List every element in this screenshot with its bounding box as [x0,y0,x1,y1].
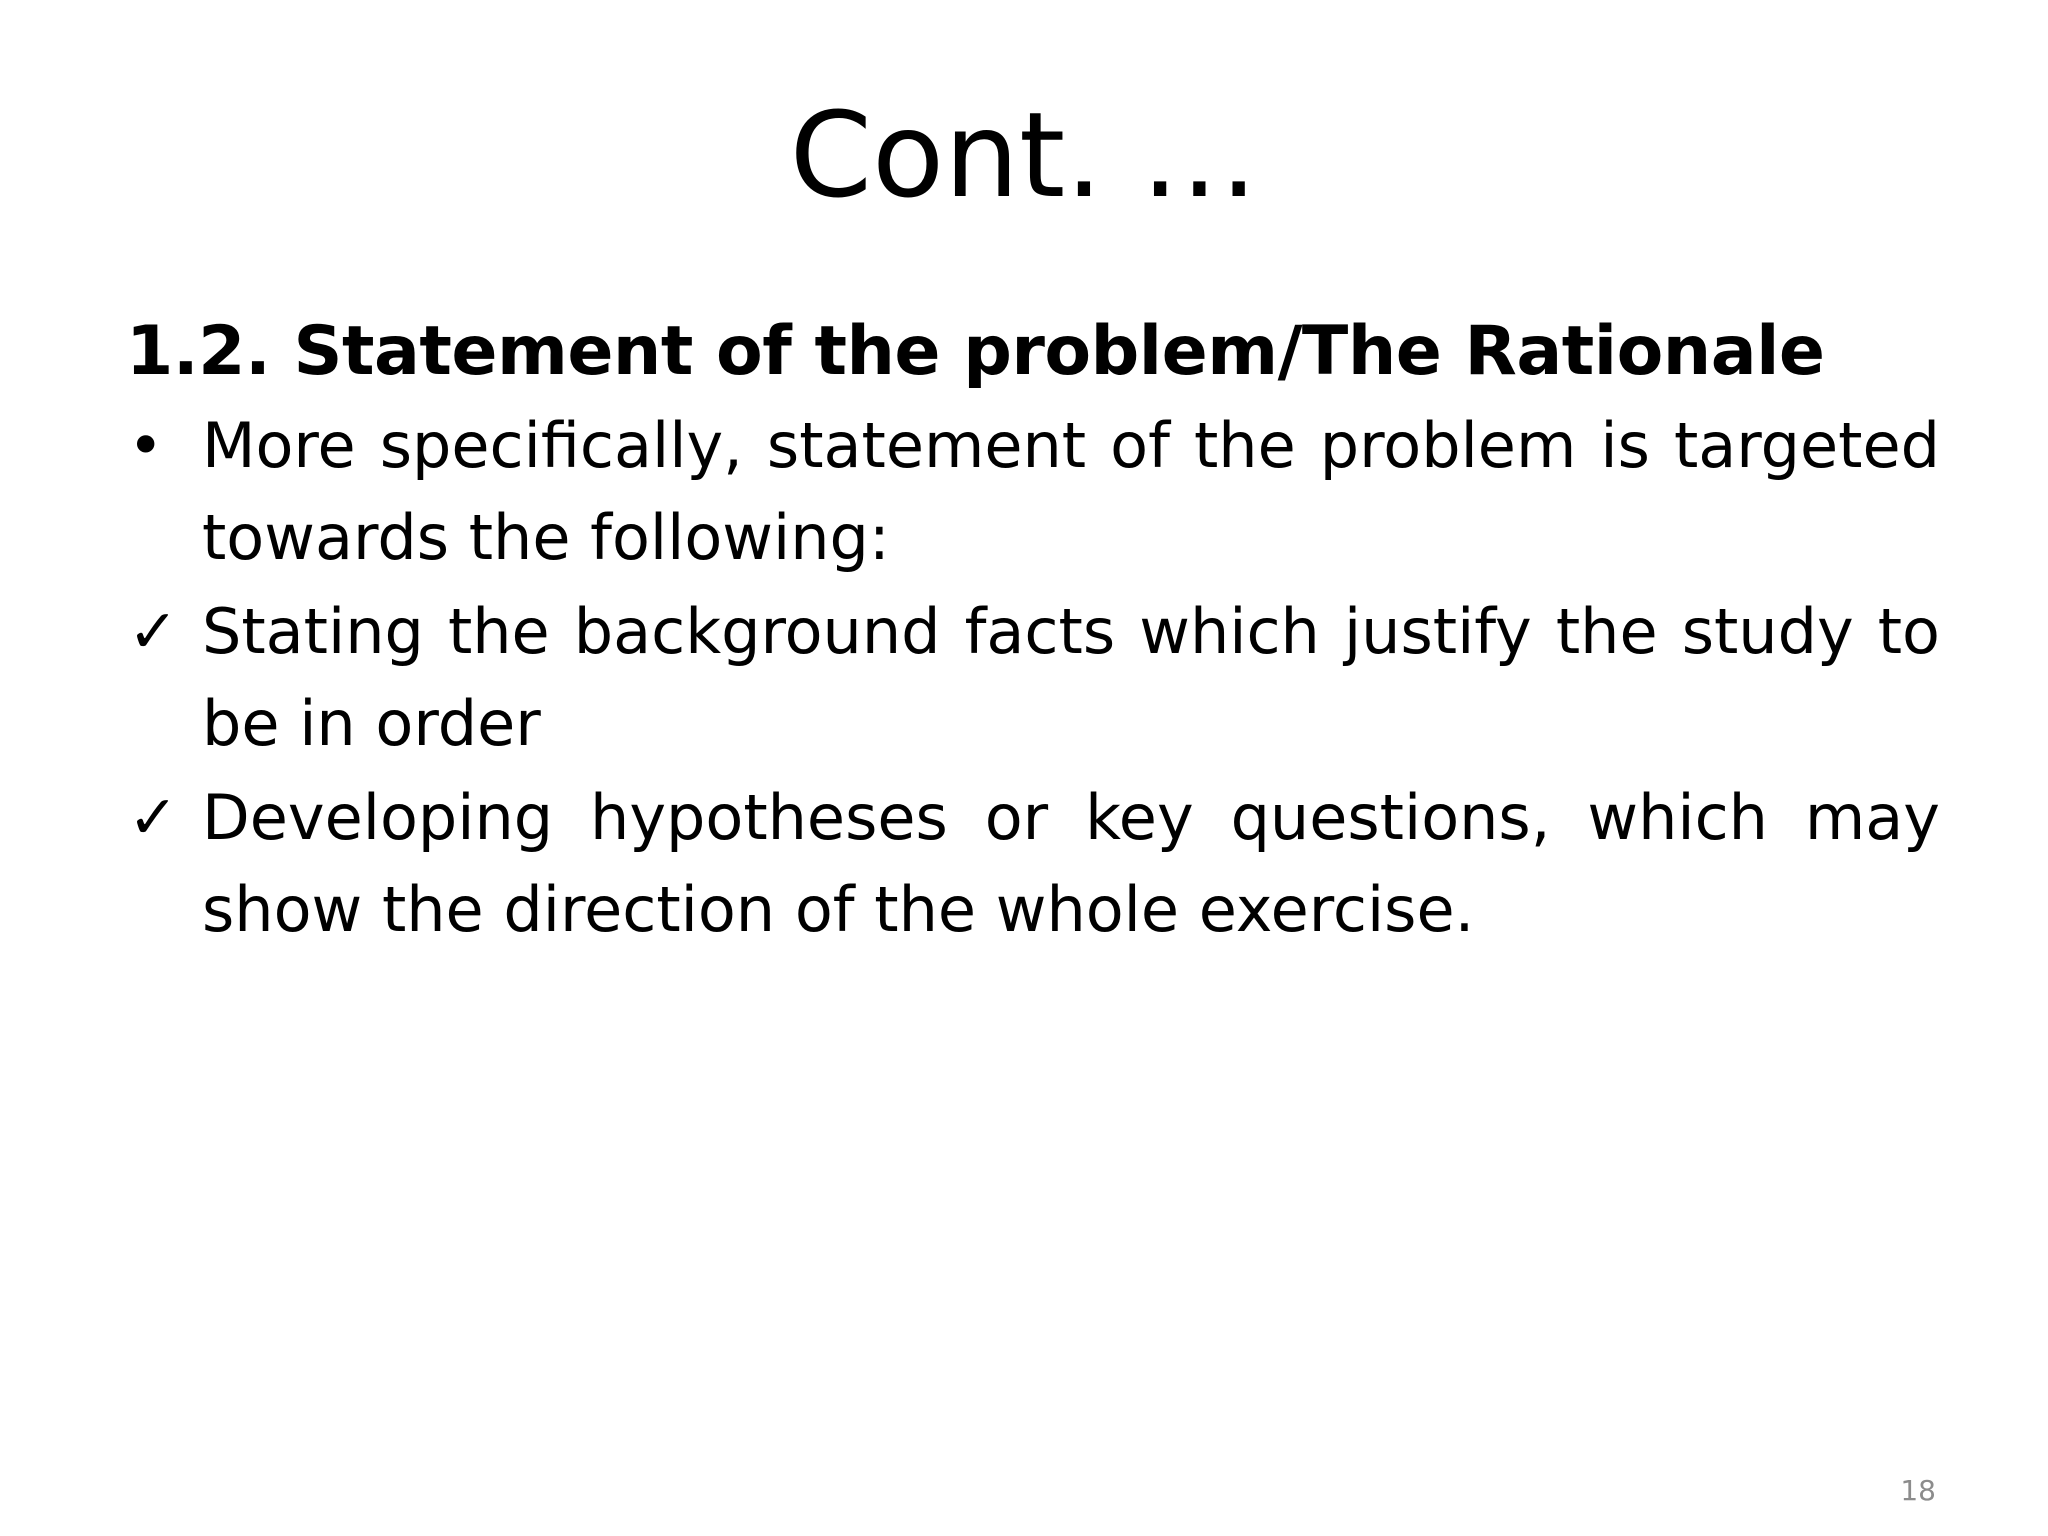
list-item [126,586,1940,770]
list-item-text: More specifically, statement of the problem is targeted towards the following: [202,409,1940,574]
list-item-text: Developing hypotheses or key questions, which may show the direction of the whole exercise. [202,781,1940,946]
section-heading: 1.2. Statement of the problem/The Rationale [126,312,1825,391]
slide-content [126,306,1940,956]
bullet-list [126,400,1940,956]
bullet-icon: • [128,411,164,481]
list-item [126,400,1940,584]
checkmark-icon: ✓ [128,597,179,667]
slide-title: Cont. … [789,86,1259,224]
list-item-text: Stating the background facts which justify the study to be in order [202,595,1940,760]
checkmark-icon: ✓ [128,783,179,853]
list-item [126,772,1940,956]
page-number: 18 [1900,1474,1936,1507]
